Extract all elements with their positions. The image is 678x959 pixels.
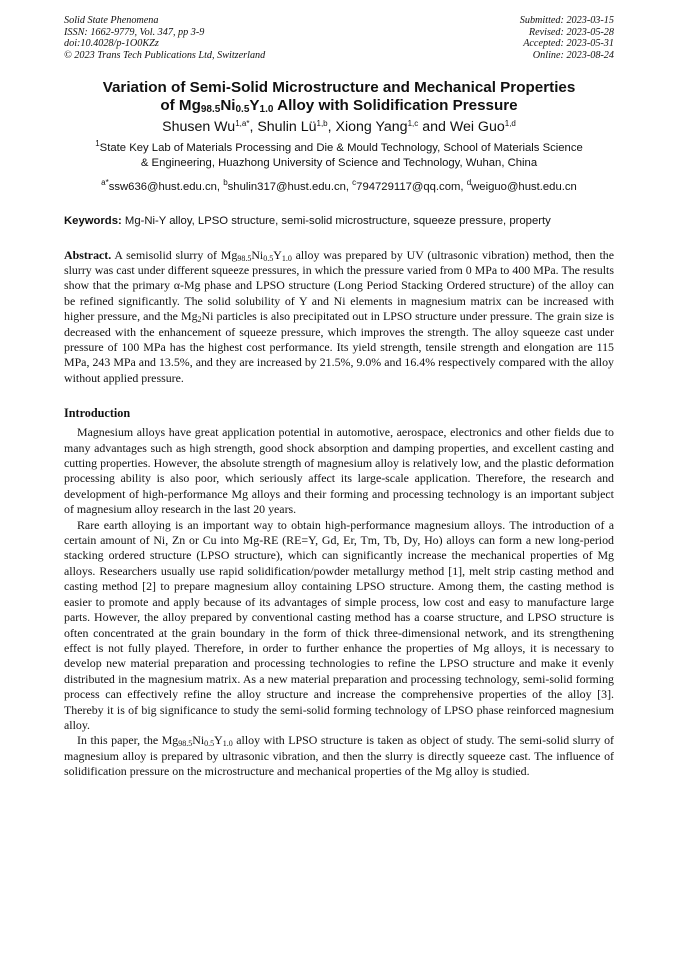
intro-text: Y — [214, 733, 223, 748]
journal-issn: ISSN: 1662-9779, Vol. 347, pp 3-9 — [64, 26, 205, 38]
journal-doi[interactable]: doi:10.4028/p-1O0KZz — [64, 38, 159, 50]
intro-paragraph-2: Rare earth alloying is an important way to obtain high-performance magnesium alloys. The introduction of a certain amount of Ni, Zn or Cu into Mg-RE (RE=Y, Gd, Er, Tm, Tb, Dy, Ho) alloys can form a new long-period stacking ordered structure (LPSO structure), which can significantly increase the mechanical properties of Mg alloys. Researchers usually use rapid solidification/powder metallurgy method [1], melt strip casting method and casting method [2] to prepare magnesium alloy containing LPSO structure. Among them, the casting method is easier to promote and apply because of its advantages of simple process, low cost and easy to manufacture large parts. However, the alloy prepared by conventional casting method has a coarse structure, and LPSO structure is often concentrated at the grain boundary in the form of thick three-dimensional network, and its strengthening effect is not fully played. Therefore, in order to further enhance the properties of Mg alloys, it is necessary to develop new material preparation and processing technologies to refine the LPSO structure and make it evenly distributed in the magnesium matrix. As a new material preparation and processing technology, semi-solid forming process can effectively refine the alloy structure and increase the comprehensive properties of the alloy [3]. Thereby it is of big significance to study the semi-solid forming technology of LPSO phase reinforced magnesium alloy. — [64, 517, 614, 732]
abstract-subscript: 98.5 — [237, 253, 252, 263]
author-sup: 1,c — [407, 119, 419, 129]
author-sup: 1,b — [316, 119, 328, 129]
author-sup: 1,a* — [235, 119, 250, 129]
abstract-text: A semisolid slurry of Mg — [111, 247, 238, 262]
journal-header — [64, 15, 614, 61]
email-sup: b — [223, 177, 228, 187]
intro-text: In this paper, the Mg — [77, 733, 179, 748]
abstract-text: Ni — [251, 247, 264, 262]
affiliation — [64, 141, 614, 170]
author-sup: 1,d — [504, 119, 516, 129]
intro-subscript: 0.5 — [204, 739, 215, 749]
intro-text: alloy with LPSO structure is taken as object of study. The semi-solid slurry of magnesium alloy is prepared by ultrasonic vibration, and then the slurry is directly squeeze cast. The influence of solidification pressure on the microstructure and mechanical properties of the Mg alloy is studied. — [64, 733, 614, 779]
abstract-text: Y — [273, 247, 282, 262]
email-link[interactable]: ssw636@hust.edu.cn — [108, 180, 217, 193]
author-sep: , — [249, 119, 258, 136]
section-heading-introduction: Introduction — [64, 406, 131, 421]
author-name: Shusen Wu — [162, 119, 236, 136]
keywords-label: Keywords: — [64, 214, 122, 227]
affiliation-line-1 — [64, 141, 614, 156]
author-name: Wei Guo — [449, 119, 505, 136]
title-text: Ni — [220, 97, 236, 115]
date-online: Online: 2023-08-24 — [532, 49, 614, 61]
title-text: Y — [249, 97, 260, 115]
paper-page — [64, 15, 614, 780]
date-revised: Revised: 2023-05-28 — [528, 26, 614, 38]
affiliation-text: State Key Lab of Materials Processing and Die & Mould Technology, School of Materials Science — [99, 142, 583, 155]
publication-dates — [520, 15, 614, 61]
email-sep: , — [460, 180, 467, 193]
abstract-subscript: 0.5 — [263, 253, 274, 263]
author-list — [64, 118, 614, 136]
intro-paragraph-1: Magnesium alloys have great application potential in automotive, aerospace, electronics and other fields due to many advantages such as high strength, good shock absorption and damping properties, and excellent casting and cutting properties. However, the absolute strength of magnesium alloy is relatively low, and the plastic deformation processing ability is also poor, which seriously affect its large-scale application. Therefore, the research and development of high-performance Mg alloys and their forming and processing technology is an important subject of magnesium alloy research in the last 20 years. — [64, 425, 614, 517]
author-name: Xiong Yang — [335, 119, 408, 136]
title-subscript: 1.0 — [259, 104, 274, 116]
abstract-text: alloy was prepared by UV (ultrasonic vibration) method, then the slurry was cast under different squeeze pressures, in which the pressure varied from 0 MPa to 400 MPa. The results show that the primary α-Mg phase and LPSO structure (Long Period Stacking Ordered structure) of the alloy can be refined significantly. The solid solubility of Y and Ni elements in magnesium matrix can be increased with higher pressure, and the Mg — [64, 247, 614, 324]
date-submitted: Submitted: 2023-03-15 — [519, 15, 614, 26]
affiliation-line-2: & Engineering, Huazhong University of Science and Technology, Wuhan, China — [140, 156, 538, 169]
date-accepted: Accepted: 2023-05-31 — [523, 38, 614, 50]
affiliation-sup: 1 — [95, 139, 100, 149]
email-list — [64, 177, 614, 194]
author-sep: , — [327, 119, 336, 136]
paper-title — [64, 79, 614, 115]
email-sep: , — [345, 180, 353, 193]
abstract-text: Ni particles is also precipitated out in LPSO structure under pressure. The grain size is decreased with the enhancement of squeeze pressure, which improves the strength. The alloy squeeze cast under pressure of 100 MPa has the highest cost performance. Its yield strength, tensile strength and elongation are 115 MPa, 243 MPa and 13.5%, and they are increased by 21.5%, 9.0% and 16.4% respectively compared with the alloy without applied pressure. — [64, 309, 614, 385]
abstract-label: Abstract. — [64, 247, 112, 262]
abstract — [64, 248, 614, 387]
title-line-1: Variation of Semi-Solid Microstructure and Mechanical Properties — [102, 79, 576, 97]
journal-name: Solid State Phenomena — [64, 15, 159, 26]
email-sup: a* — [101, 177, 109, 187]
email-link[interactable]: 794729117@qq.com — [356, 180, 461, 193]
keywords — [64, 214, 614, 228]
email-sup: d — [466, 177, 472, 187]
title-subscript: 98.5 — [200, 104, 221, 116]
journal-copyright: © 2023 Trans Tech Publications Ltd, Switzerland — [64, 49, 266, 61]
email-link[interactable]: shulin317@hust.edu.cn — [227, 180, 346, 193]
intro-subscript: 98.5 — [178, 739, 193, 749]
email-sep: , — [216, 180, 224, 193]
intro-subscript: 1.0 — [222, 739, 233, 749]
email-sup: c — [352, 177, 357, 187]
title-text: Alloy with Solidification Pressure — [273, 97, 518, 115]
author-name: Shulin Lü — [257, 119, 317, 136]
title-line-2 — [64, 97, 614, 115]
author-sep: and — [418, 119, 450, 136]
abstract-subscript: 2 — [197, 315, 202, 325]
journal-info — [64, 15, 265, 61]
title-subscript: 0.5 — [235, 104, 250, 116]
abstract-subscript: 1.0 — [281, 253, 292, 263]
intro-text: Ni — [192, 733, 205, 748]
title-text: of Mg — [160, 97, 201, 115]
keywords-text: Mg-Ni-Y alloy, LPSO structure, semi-solid microstructure, squeeze pressure, property — [121, 214, 551, 227]
intro-paragraph-3 — [64, 733, 614, 779]
email-link[interactable]: weiguo@hust.edu.cn — [471, 180, 577, 193]
